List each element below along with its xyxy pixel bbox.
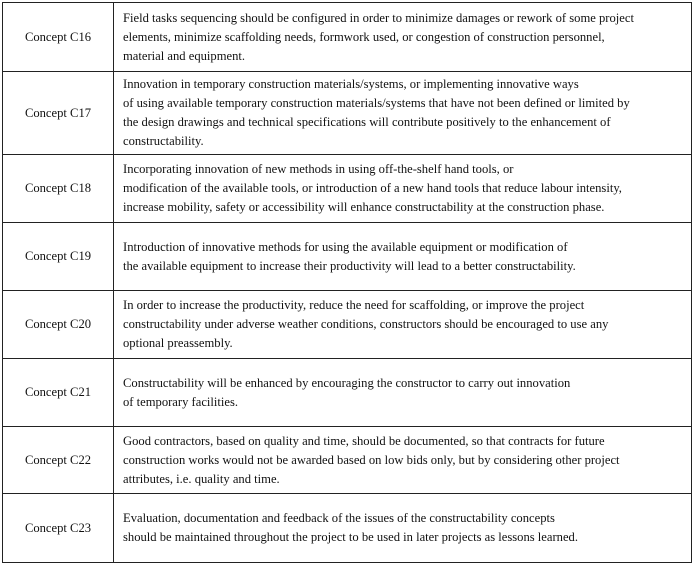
description-line: In order to increase the productivity, reduce the need for scaffolding, or improve the project: [123, 298, 585, 312]
description-line: elements, minimize scaffolding needs, formwork used, or congestion of construction personnel,: [123, 29, 605, 44]
description-line: the available equipment to increase their productivity will lead to a better constructability.: [123, 258, 576, 273]
concept-description: [114, 359, 692, 427]
description-line: Innovation in temporary construction materials/systems, or implementing innovative ways: [123, 77, 579, 91]
concept-label: Concept C17: [3, 72, 114, 155]
table-row: [3, 72, 692, 155]
description-line: of temporary facilities.: [123, 394, 239, 409]
table-row: [3, 494, 692, 563]
description-line: the design drawings and technical specifications will contribute positively to the enhancement of: [123, 115, 611, 129]
description-line: increase mobility, safety or accessibility will enhance constructability at the construction phase.: [123, 200, 605, 214]
table-row: [3, 359, 692, 427]
table-row: [3, 223, 692, 291]
concept-description: [114, 3, 692, 72]
description-line: Good contractors, based on quality and time, should be documented, so that contracts for future: [123, 433, 605, 448]
description-line: Field tasks sequencing should be configured in order to minimize damages or rework of some project: [123, 10, 634, 25]
description-line: Evaluation, documentation and feedback of the issues of the constructability concepts: [123, 511, 555, 525]
concept-label: Concept C16: [3, 3, 114, 72]
concept-label: Concept C19: [3, 223, 114, 291]
concept-description: [114, 291, 692, 359]
description-line: construction works would not be awarded based on low bids only, but by considering other project: [123, 452, 620, 467]
description-line: Introduction of innovative methods for using the available equipment or modification of: [123, 239, 568, 254]
description-line: should be maintained throughout the project to be used in later projects as lessons learned.: [123, 530, 579, 544]
description-line: Constructability will be enhanced by encouraging the constructor to carry out innovation: [123, 375, 571, 390]
description-line: optional preassembly.: [123, 336, 233, 350]
description-line: attributes, i.e. quality and time.: [123, 471, 280, 486]
description-line: modification of the available tools, or introduction of a new hand tools that reduce labour intensity,: [123, 181, 622, 195]
table-row: [3, 155, 692, 223]
description-line: of using available temporary construction materials/systems that have not been defined or limited by: [123, 96, 630, 110]
concept-label: Concept C22: [3, 427, 114, 494]
concept-label: Concept C18: [3, 155, 114, 223]
concept-description: [114, 72, 692, 155]
table-row: [3, 291, 692, 359]
table-row: [3, 3, 692, 72]
description-line: Incorporating innovation of new methods in using off-the-shelf hand tools, or: [123, 162, 514, 176]
concept-description: [114, 427, 692, 494]
concept-label: Concept C20: [3, 291, 114, 359]
concept-description: [114, 155, 692, 223]
table-row: [3, 427, 692, 494]
concept-description: [114, 223, 692, 291]
concept-label: Concept C21: [3, 359, 114, 427]
concept-description: [114, 494, 692, 563]
description-line: constructability.: [123, 134, 204, 148]
concept-label: Concept C23: [3, 494, 114, 563]
description-line: material and equipment.: [123, 48, 246, 63]
description-line: constructability under adverse weather conditions, constructors should be encouraged to use any: [123, 317, 609, 331]
constructability-concepts-table: [2, 2, 692, 563]
